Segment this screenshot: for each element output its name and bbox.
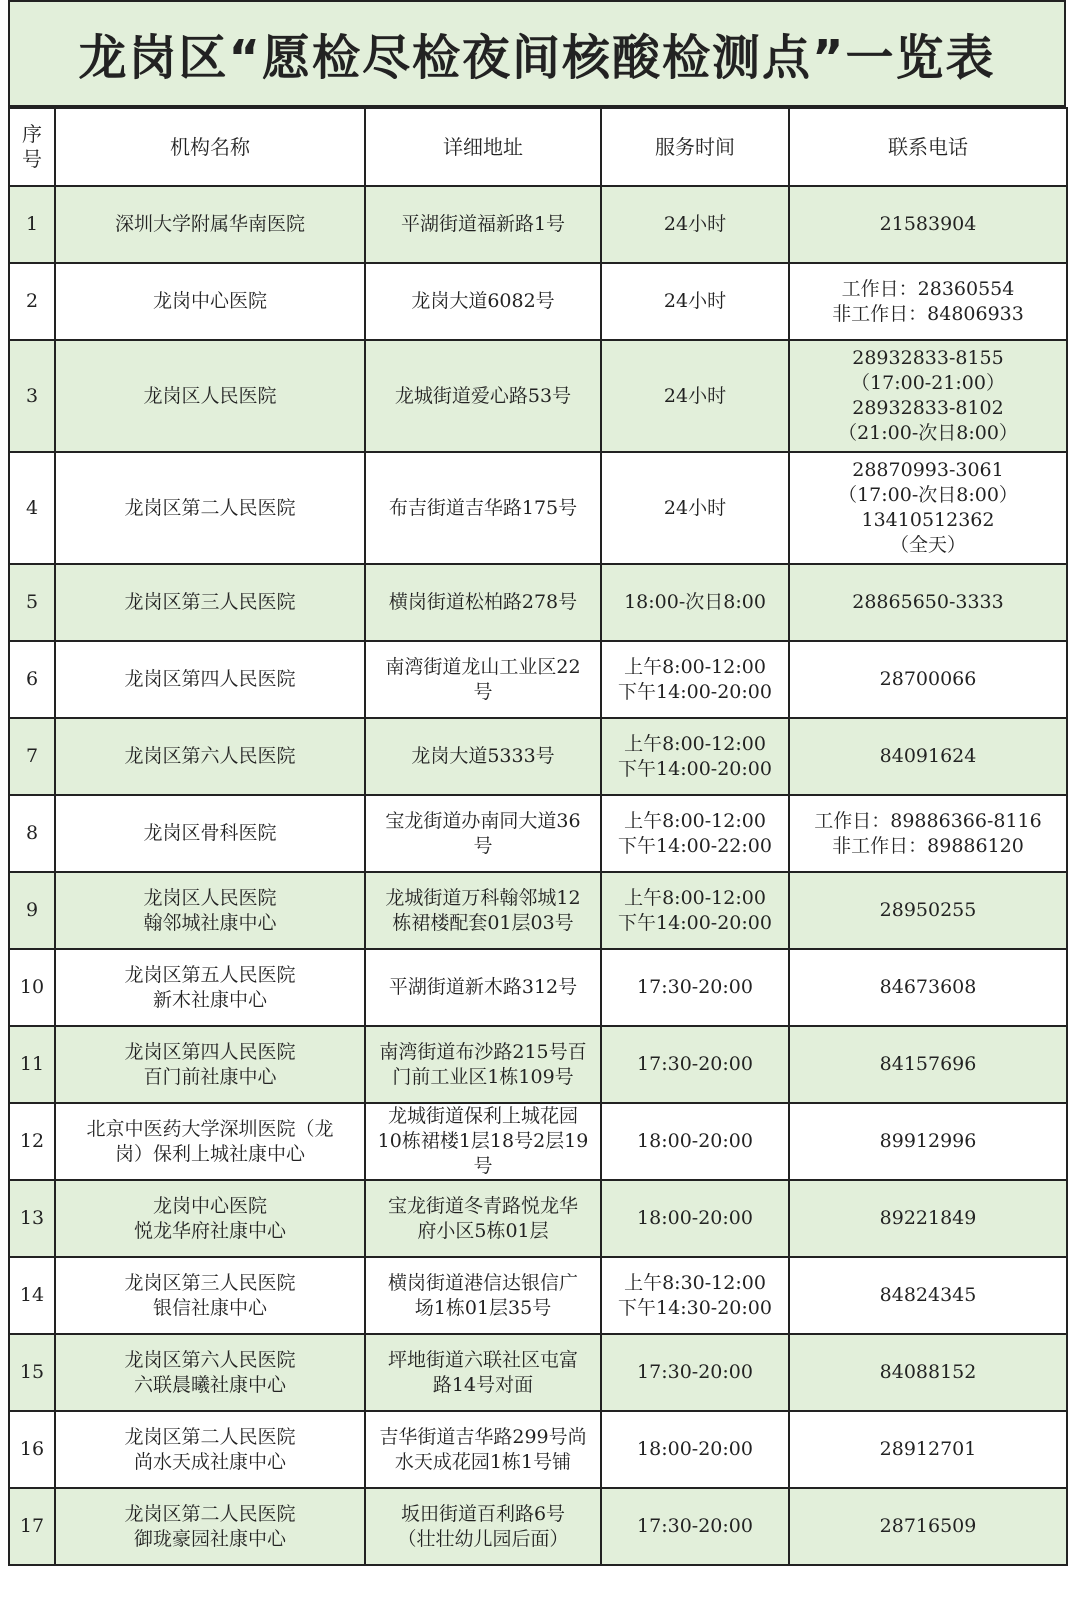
table-row [9, 1334, 1067, 1411]
cell-name: 龙岗区第四人民医院 百门前社康中心 [55, 1026, 365, 1103]
header-address: 详细地址 [365, 108, 601, 186]
cell-no: 5 [9, 564, 55, 641]
cell-phone: 28716509 [789, 1488, 1067, 1565]
cell-phone: 28870993-3061 （17:00-次日8:00） 13410512362 （全天） [789, 452, 1067, 564]
cell-phone: 28700066 [789, 641, 1067, 718]
header-phone: 联系电话 [789, 108, 1067, 186]
cell-time: 17:30-20:00 [601, 949, 789, 1026]
table-row [9, 718, 1067, 795]
cell-no: 7 [9, 718, 55, 795]
cell-time: 上午8:00-12:00 下午14:00-20:00 [601, 718, 789, 795]
cell-no: 13 [9, 1180, 55, 1257]
cell-phone: 84088152 [789, 1334, 1067, 1411]
cell-phone: 28932833-8155 （17:00-21:00） 28932833-8102 （21:00-次日8:00） [789, 340, 1067, 452]
cell-address: 平湖街道福新路1号 [365, 186, 601, 263]
table-sheet [8, 0, 1068, 1607]
cell-time: 上午8:00-12:00 下午14:00-20:00 [601, 641, 789, 718]
cell-no: 12 [9, 1103, 55, 1180]
cell-no: 4 [9, 452, 55, 564]
cell-address: 南湾街道布沙路215号百 门前工业区1栋109号 [365, 1026, 601, 1103]
cell-name: 龙岗区第三人民医院 银信社康中心 [55, 1257, 365, 1334]
testing-sites-table [8, 107, 1068, 1566]
cell-name: 龙岗区人民医院 [55, 340, 365, 452]
cell-no: 1 [9, 186, 55, 263]
cell-no: 15 [9, 1334, 55, 1411]
header-time: 服务时间 [601, 108, 789, 186]
cell-address: 龙城街道保利上城花园 10栋裙楼1层18号2层19 号 [365, 1103, 601, 1180]
cell-name: 深圳大学附属华南医院 [55, 186, 365, 263]
cell-address: 龙城街道万科翰邻城12 栋裙楼配套01层03号 [365, 872, 601, 949]
header-no: 序 号 [9, 108, 55, 186]
cell-address: 龙岗大道5333号 [365, 718, 601, 795]
cell-no: 16 [9, 1411, 55, 1488]
cell-name: 龙岗区人民医院 翰邻城社康中心 [55, 872, 365, 949]
cell-time: 24小时 [601, 263, 789, 340]
table-row [9, 1488, 1067, 1565]
cell-phone: 工作日：89886366-8116 非工作日：89886120 [789, 795, 1067, 872]
cell-phone: 84673608 [789, 949, 1067, 1026]
cell-no: 14 [9, 1257, 55, 1334]
table-row [9, 1411, 1067, 1488]
cell-address: 宝龙街道冬青路悦龙华 府小区5栋01层 [365, 1180, 601, 1257]
cell-name: 龙岗区第五人民医院 新木社康中心 [55, 949, 365, 1026]
cell-time: 上午8:30-12:00 下午14:30-20:00 [601, 1257, 789, 1334]
cell-time: 上午8:00-12:00 下午14:00-20:00 [601, 872, 789, 949]
table-row [9, 263, 1067, 340]
cell-name: 北京中医药大学深圳医院（龙 岗）保利上城社康中心 [55, 1103, 365, 1180]
cell-no: 10 [9, 949, 55, 1026]
cell-time: 24小时 [601, 186, 789, 263]
cell-name: 龙岗区第二人民医院 [55, 452, 365, 564]
table-row [9, 872, 1067, 949]
cell-no: 3 [9, 340, 55, 452]
cell-phone: 84157696 [789, 1026, 1067, 1103]
cell-phone: 84824345 [789, 1257, 1067, 1334]
cell-address: 坪地街道六联社区屯富 路14号对面 [365, 1334, 601, 1411]
cell-no: 11 [9, 1026, 55, 1103]
cell-address: 龙城街道爱心路53号 [365, 340, 601, 452]
cell-address: 龙岗大道6082号 [365, 263, 601, 340]
cell-address: 平湖街道新木路312号 [365, 949, 601, 1026]
table-row [9, 1026, 1067, 1103]
cell-time: 17:30-20:00 [601, 1488, 789, 1565]
cell-phone: 工作日：28360554 非工作日：84806933 [789, 263, 1067, 340]
cell-time: 18:00-20:00 [601, 1180, 789, 1257]
page-title: 龙岗区“愿检尽检夜间核酸检测点”一览表 [8, 0, 1066, 107]
cell-no: 17 [9, 1488, 55, 1565]
cell-address: 吉华街道吉华路299号尚 水天成花园1栋1号铺 [365, 1411, 601, 1488]
cell-phone: 84091624 [789, 718, 1067, 795]
cell-phone: 28912701 [789, 1411, 1067, 1488]
table-row [9, 795, 1067, 872]
cell-phone: 89912996 [789, 1103, 1067, 1180]
cell-time: 上午8:00-12:00 下午14:00-22:00 [601, 795, 789, 872]
cell-name: 龙岗中心医院 [55, 263, 365, 340]
cell-name: 龙岗区第二人民医院 尚水天成社康中心 [55, 1411, 365, 1488]
table-row [9, 1103, 1067, 1180]
cell-no: 6 [9, 641, 55, 718]
cell-time: 24小时 [601, 340, 789, 452]
cell-name: 龙岗区第六人民医院 六联晨曦社康中心 [55, 1334, 365, 1411]
cell-name: 龙岗区第三人民医院 [55, 564, 365, 641]
cell-name: 龙岗中心医院 悦龙华府社康中心 [55, 1180, 365, 1257]
cell-phone: 28950255 [789, 872, 1067, 949]
table-row [9, 949, 1067, 1026]
cell-name: 龙岗区第二人民医院 御珑豪园社康中心 [55, 1488, 365, 1565]
header-name: 机构名称 [55, 108, 365, 186]
cell-phone: 21583904 [789, 186, 1067, 263]
cell-time: 18:00-20:00 [601, 1103, 789, 1180]
cell-name: 龙岗区第六人民医院 [55, 718, 365, 795]
cell-name: 龙岗区第四人民医院 [55, 641, 365, 718]
cell-name: 龙岗区骨科医院 [55, 795, 365, 872]
cell-time: 17:30-20:00 [601, 1026, 789, 1103]
cell-time: 18:00-20:00 [601, 1411, 789, 1488]
cell-address: 横岗街道松柏路278号 [365, 564, 601, 641]
table-row [9, 186, 1067, 263]
table-row [9, 340, 1067, 452]
table-row [9, 452, 1067, 564]
cell-time: 17:30-20:00 [601, 1334, 789, 1411]
cell-no: 2 [9, 263, 55, 340]
cell-time: 24小时 [601, 452, 789, 564]
cell-address: 坂田街道百利路6号 （壮壮幼儿园后面） [365, 1488, 601, 1565]
cell-no: 9 [9, 872, 55, 949]
header-row [9, 108, 1067, 186]
cell-address: 布吉街道吉华路175号 [365, 452, 601, 564]
table-row [9, 564, 1067, 641]
table-row [9, 641, 1067, 718]
cell-phone: 89221849 [789, 1180, 1067, 1257]
cell-phone: 28865650-3333 [789, 564, 1067, 641]
cell-time: 18:00-次日8:00 [601, 564, 789, 641]
cell-address: 南湾街道龙山工业区22 号 [365, 641, 601, 718]
table-row [9, 1180, 1067, 1257]
cell-no: 8 [9, 795, 55, 872]
cell-address: 横岗街道港信达银信广 场1栋01层35号 [365, 1257, 601, 1334]
table-row [9, 1257, 1067, 1334]
cell-address: 宝龙街道办南同大道36 号 [365, 795, 601, 872]
